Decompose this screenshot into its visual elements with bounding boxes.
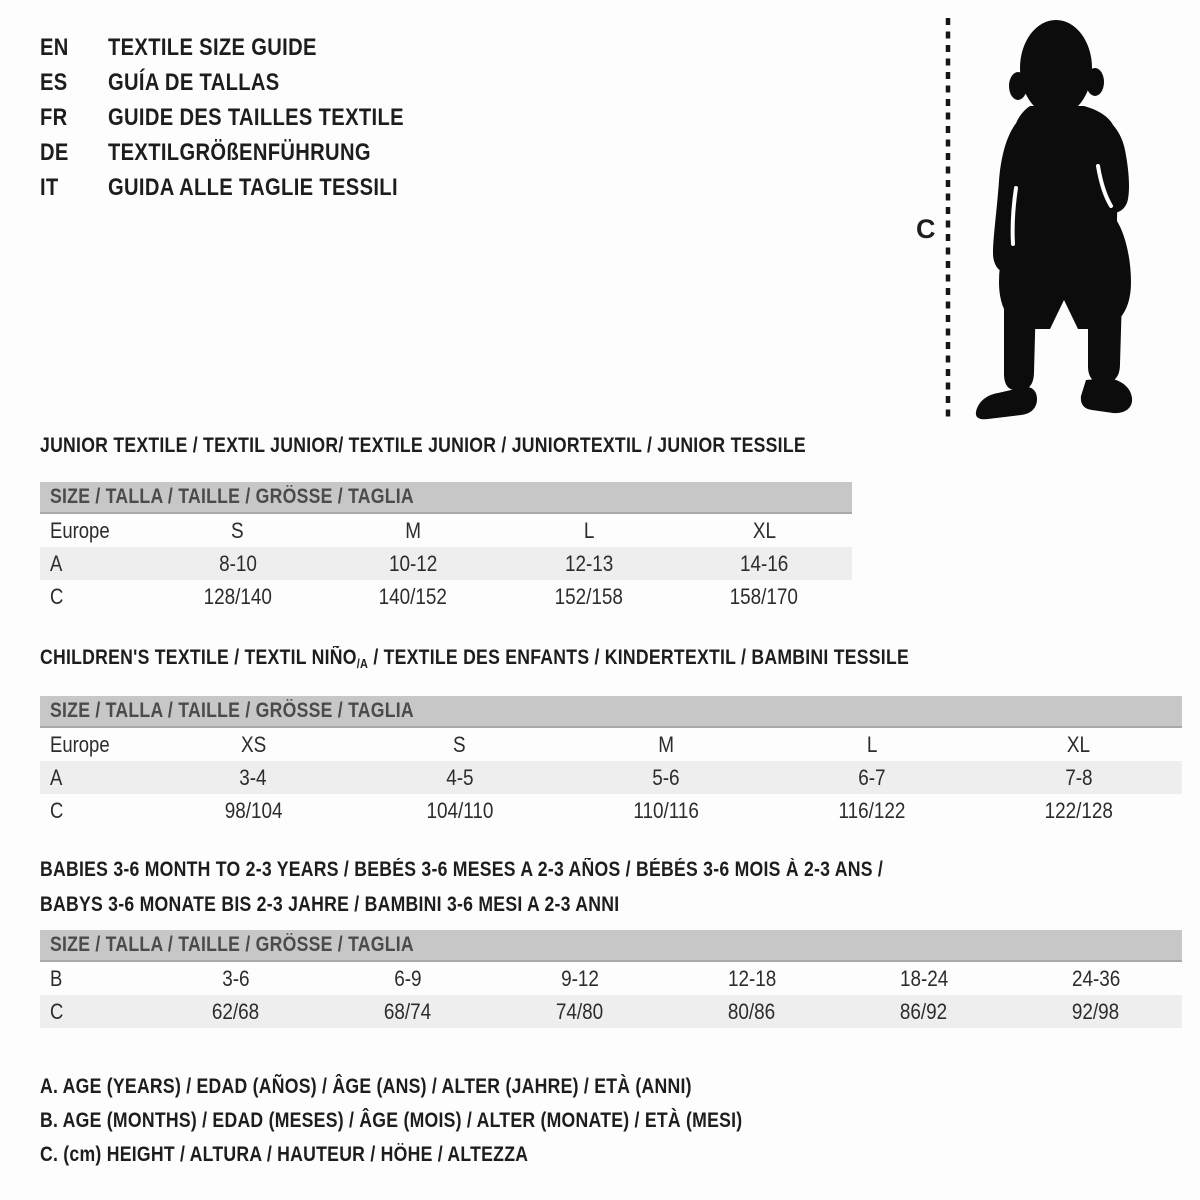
size-cell: 12-13 [564, 550, 613, 576]
language-row-de [40, 135, 460, 170]
size-cell: 6-7 [858, 764, 887, 790]
table-row-a [40, 547, 852, 580]
size-cell: 14-16 [740, 550, 789, 576]
size-cell: XL [752, 517, 776, 543]
size-cell: 18-24 [899, 965, 949, 991]
section-title: CHILDREN'S TEXTILE / TEXTIL $NIÑO_{/A}$ / TEXTILE DES ENFANTS / KINDERTEXTIL / BAMBINI TESSILE [40, 646, 909, 671]
language-code: FR [40, 103, 68, 131]
size-cell: 68/74 [384, 998, 432, 1024]
language-title: GUIDE DES TAILLES TEXTILE [108, 103, 404, 131]
size-cell: 98/104 [224, 797, 283, 823]
size-cell: 128/140 [203, 583, 272, 609]
size-cell: 110/116 [633, 797, 699, 823]
size-table-header: SIZE / TALLA / TAILLE / GRÖSSE / TAGLIA [40, 482, 852, 514]
size-cell: 5-6 [652, 764, 680, 790]
legend-line-a: A. AGE (YEARS) / EDAD (AÑOS) / ÂGE (ANS) / ALTER (JAHRE) / ETÀ (ANNI) [40, 1075, 692, 1098]
height-measure-figure [910, 14, 1172, 426]
size-cell: L [867, 731, 878, 757]
size-cell: 8-10 [218, 550, 257, 576]
table-row-c [40, 580, 852, 613]
language-row-it [40, 170, 460, 205]
size-cell: 6-9 [394, 965, 422, 991]
language-title: GUÍA DE TALLAS [108, 68, 280, 96]
table-row-europe [40, 514, 852, 547]
size-cell: 122/128 [1044, 797, 1113, 823]
gender-suffix: /A [356, 656, 369, 671]
size-table-babies [40, 930, 1182, 1028]
language-title: TEXTILE SIZE GUIDE [108, 33, 317, 61]
row-label: A [50, 550, 63, 576]
size-cell: XS [240, 731, 266, 757]
table-row-b [40, 962, 1182, 995]
size-cell: 158/170 [730, 583, 799, 609]
language-row-en [40, 30, 460, 65]
language-code: ES [40, 68, 68, 96]
section-title: JUNIOR TEXTILE / TEXTIL JUNIOR/ TEXTILE JUNIOR / JUNIORTEXTIL / JUNIOR TESSILE [40, 434, 806, 457]
legend-line-b: B. AGE (MONTHS) / EDAD (MESES) / ÂGE (MOIS) / ALTER (MONATE) / ETÀ (MESI) [40, 1109, 743, 1132]
height-measure-line [944, 18, 952, 420]
row-label: C [50, 583, 64, 609]
toddler-silhouette-icon [968, 16, 1140, 426]
size-cell: 4-5 [445, 764, 474, 790]
size-cell: L [583, 517, 595, 543]
row-label: A [50, 764, 63, 790]
table-row-c [40, 995, 1182, 1028]
legend-line-c: C. (cm) HEIGHT / ALTURA / HAUTEUR / HÖHE / ALTEZZA [40, 1143, 529, 1166]
size-cell: 80/86 [728, 998, 776, 1024]
language-code: IT [40, 173, 59, 201]
row-label: Europe [50, 517, 110, 543]
size-cell: 140/152 [379, 583, 448, 609]
table-row-europe [40, 728, 1182, 761]
table-row-a [40, 761, 1182, 794]
language-title: TEXTILGRÖßENFÜHRUNG [108, 138, 371, 166]
table-row-c [40, 794, 1182, 827]
size-cell: 3-6 [222, 965, 250, 991]
size-cell: 7-8 [1065, 764, 1093, 790]
size-table-junior [40, 482, 852, 613]
size-table-header: SIZE / TALLA / TAILLE / GRÖSSE / TAGLIA [40, 930, 1182, 962]
size-cell: 3-4 [239, 764, 267, 790]
language-row-es [40, 65, 460, 100]
size-cell: M [405, 517, 422, 543]
size-table-header: SIZE / TALLA / TAILLE / GRÖSSE / TAGLIA [40, 696, 1182, 728]
size-cell: 104/110 [426, 797, 494, 823]
size-cell: 62/68 [212, 998, 260, 1024]
language-title: GUIDA ALLE TAGLIE TESSILI [108, 173, 398, 201]
language-header [40, 30, 460, 205]
size-cell: 12-18 [727, 965, 777, 991]
row-label: C [50, 998, 64, 1024]
section-title: BABIES 3-6 MONTH TO 2-3 YEARS / BEBÉS 3-6 MESES A 2-3 AÑOS / BÉBÉS 3-6 MOIS À 2-3 ANS / BABYS 3-6 MONATE BIS 2-3 JAHRE / BAMBINI 3-6 MESI A 2-3 ANNI [40, 858, 884, 916]
row-label: Europe [50, 731, 110, 757]
section-babies-textile [40, 852, 1182, 1028]
language-code: DE [40, 138, 69, 166]
legend [40, 1070, 876, 1172]
size-cell: 9-12 [561, 965, 599, 991]
language-row-fr [40, 100, 460, 135]
size-cell: 24-36 [1071, 965, 1121, 991]
size-cell: S [231, 517, 245, 543]
size-cell: 92/98 [1072, 998, 1120, 1024]
measure-label-c: C [916, 214, 936, 244]
size-cell: 74/80 [556, 998, 604, 1024]
size-cell: M [658, 731, 674, 757]
size-cell: XL [1067, 731, 1091, 757]
size-cell: S [453, 731, 466, 757]
language-code: EN [40, 33, 69, 61]
size-cell: 10-12 [389, 550, 438, 576]
row-label: B [50, 965, 63, 991]
size-cell: 116/122 [838, 797, 906, 823]
row-label: C [50, 797, 64, 823]
section-childrens-textile [40, 646, 1182, 827]
size-cell: 86/92 [900, 998, 948, 1024]
section-junior-textile [40, 434, 852, 613]
size-table-children [40, 696, 1182, 827]
size-cell: 152/158 [554, 583, 623, 609]
